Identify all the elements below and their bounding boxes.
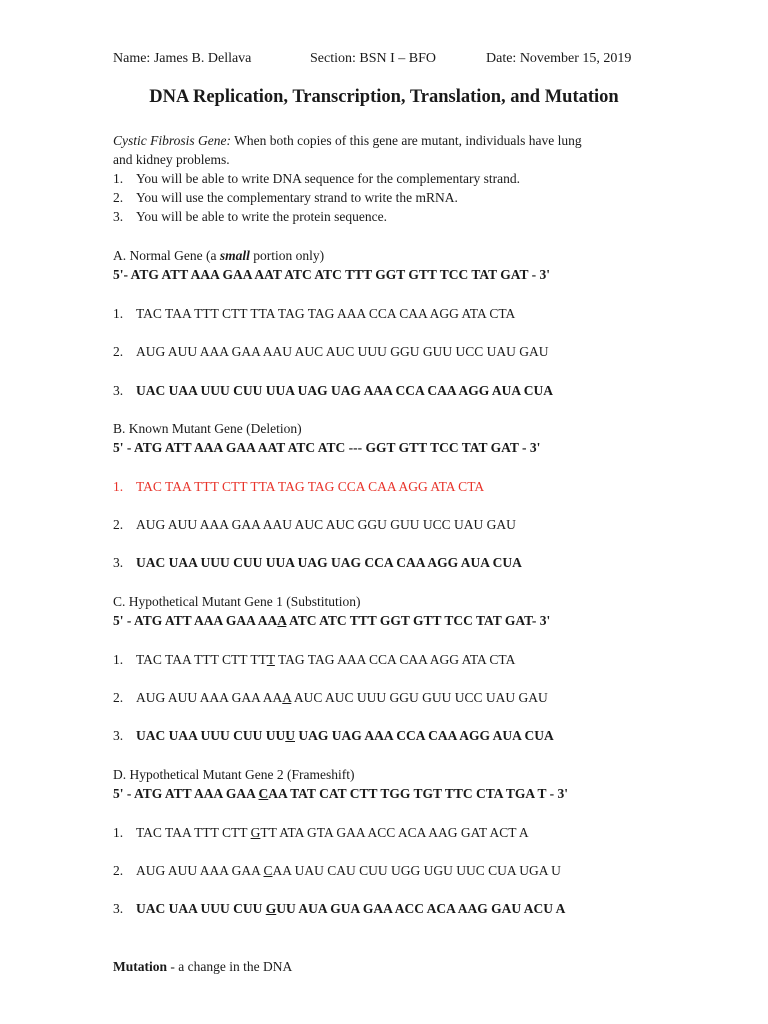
section-a-answer-3: 3. UAC UAA UUU CUU UUA UAG UAG AAA CCA CAA AGG AUA CUA <box>113 383 554 398</box>
section-d-answer-3: 3. UAC UAA UUU CUU GUU AUA GUA GAA ACC ACA AAG GAU ACU A <box>113 901 566 916</box>
section-b-answer-1: 1. TAC TAA TTT CTT TTA TAG TAG CCA CAA AGG ATA CTA <box>113 479 485 494</box>
section-d-sequence: 5' - ATG ATT AAA GAA CAA TAT CAT CTT TGG TGT TTC CTA TGA T - 3' <box>113 786 569 801</box>
section-d-heading: D. Hypothetical Mutant Gene 2 (Frameshift) <box>113 767 355 782</box>
section-a-answer-1: 1. TAC TAA TTT CTT TTA TAG TAG AAA CCA CAA AGG ATA CTA <box>113 306 516 321</box>
intro-item: 2. You will use the complementary strand to write the mRNA. <box>113 190 458 205</box>
mutation-marker: A <box>282 690 292 705</box>
section-c-answer-3: 3. UAC UAA UUU CUU UUU UAG UAG AAA CCA CAA AGG AUA CUA <box>113 728 554 743</box>
section-c-answer-1: 1. TAC TAA TTT CTT TTT TAG TAG AAA CCA CAA AGG ATA CTA <box>113 652 516 667</box>
intro-item: 1. You will be able to write DNA sequence for the complementary strand. <box>113 171 521 186</box>
section-c-answer-2: 2. AUG AUU AAA GAA AAA AUC AUC UUU GGU GUU UCC UAU GAU <box>113 690 548 705</box>
worksheet-date: Date: November 15, 2019 <box>486 51 632 66</box>
section-c-heading: C. Hypothetical Mutant Gene 1 (Substitution) <box>113 594 361 609</box>
intro-line-2: and kidney problems. <box>113 152 230 167</box>
section-b-answer-2: 2. AUG AUU AAA GAA AAU AUC AUC GGU GUU UCC UAU GAU <box>113 517 516 532</box>
section-b-sequence: 5' - ATG ATT AAA GAA AAT ATC ATC --- GGT GTT TCC TAT GAT - 3' <box>113 440 541 455</box>
section-a-heading: A. Normal Gene (a small portion only) <box>113 248 325 263</box>
mutation-marker: G <box>265 901 277 916</box>
section-a-answer-2: 2. AUG AUU AAA GAA AAU AUC AUC UUU GGU GUU UCC UAU GAU <box>113 344 549 359</box>
mutation-definition: Mutation - a change in the DNA <box>113 959 293 974</box>
section-c-sequence: 5' - ATG ATT AAA GAA AAA ATC ATC TTT GGT GTT TCC TAT GAT- 3' <box>113 613 551 628</box>
student-name: Name: James B. Dellava <box>113 51 252 66</box>
student-section: Section: BSN I – BFO <box>310 51 437 66</box>
mutation-marker: G <box>250 825 261 840</box>
gene-label: Cystic Fibrosis Gene: <box>113 133 231 148</box>
mutation-marker: U <box>285 728 295 743</box>
mutation-term: Mutation <box>113 959 167 974</box>
page-title: DNA Replication, Transcription, Translation, and Mutation <box>149 87 619 107</box>
section-d-answer-1: 1. TAC TAA TTT CTT GTT ATA GTA GAA ACC ACA AAG GAT ACT A <box>113 825 529 840</box>
intro-item: 3. You will be able to write the protein sequence. <box>113 209 387 224</box>
section-a-sequence: 5'- ATG ATT AAA GAA AAT ATC ATC TTT GGT GTT TCC TAT GAT - 3' <box>113 267 551 282</box>
section-d-answer-2: 2. AUG AUU AAA GAA CAA UAU CAU CUU UGG UGU UUC CUA UGA U <box>113 863 561 878</box>
mutation-marker: A <box>277 613 287 628</box>
mutation-marker: C <box>263 863 273 878</box>
mutation-marker: T <box>266 652 275 667</box>
mutation-marker: C <box>258 786 269 801</box>
intro-line-1 <box>113 132 582 149</box>
section-b-answer-3: 3. UAC UAA UUU CUU UUA UAG UAG CCA CAA AGG AUA CUA <box>113 555 522 570</box>
gene-text-1: When both copies of this gene are mutant, individuals have lung <box>230 133 582 148</box>
section-b-heading: B. Known Mutant Gene (Deletion) <box>113 421 302 436</box>
